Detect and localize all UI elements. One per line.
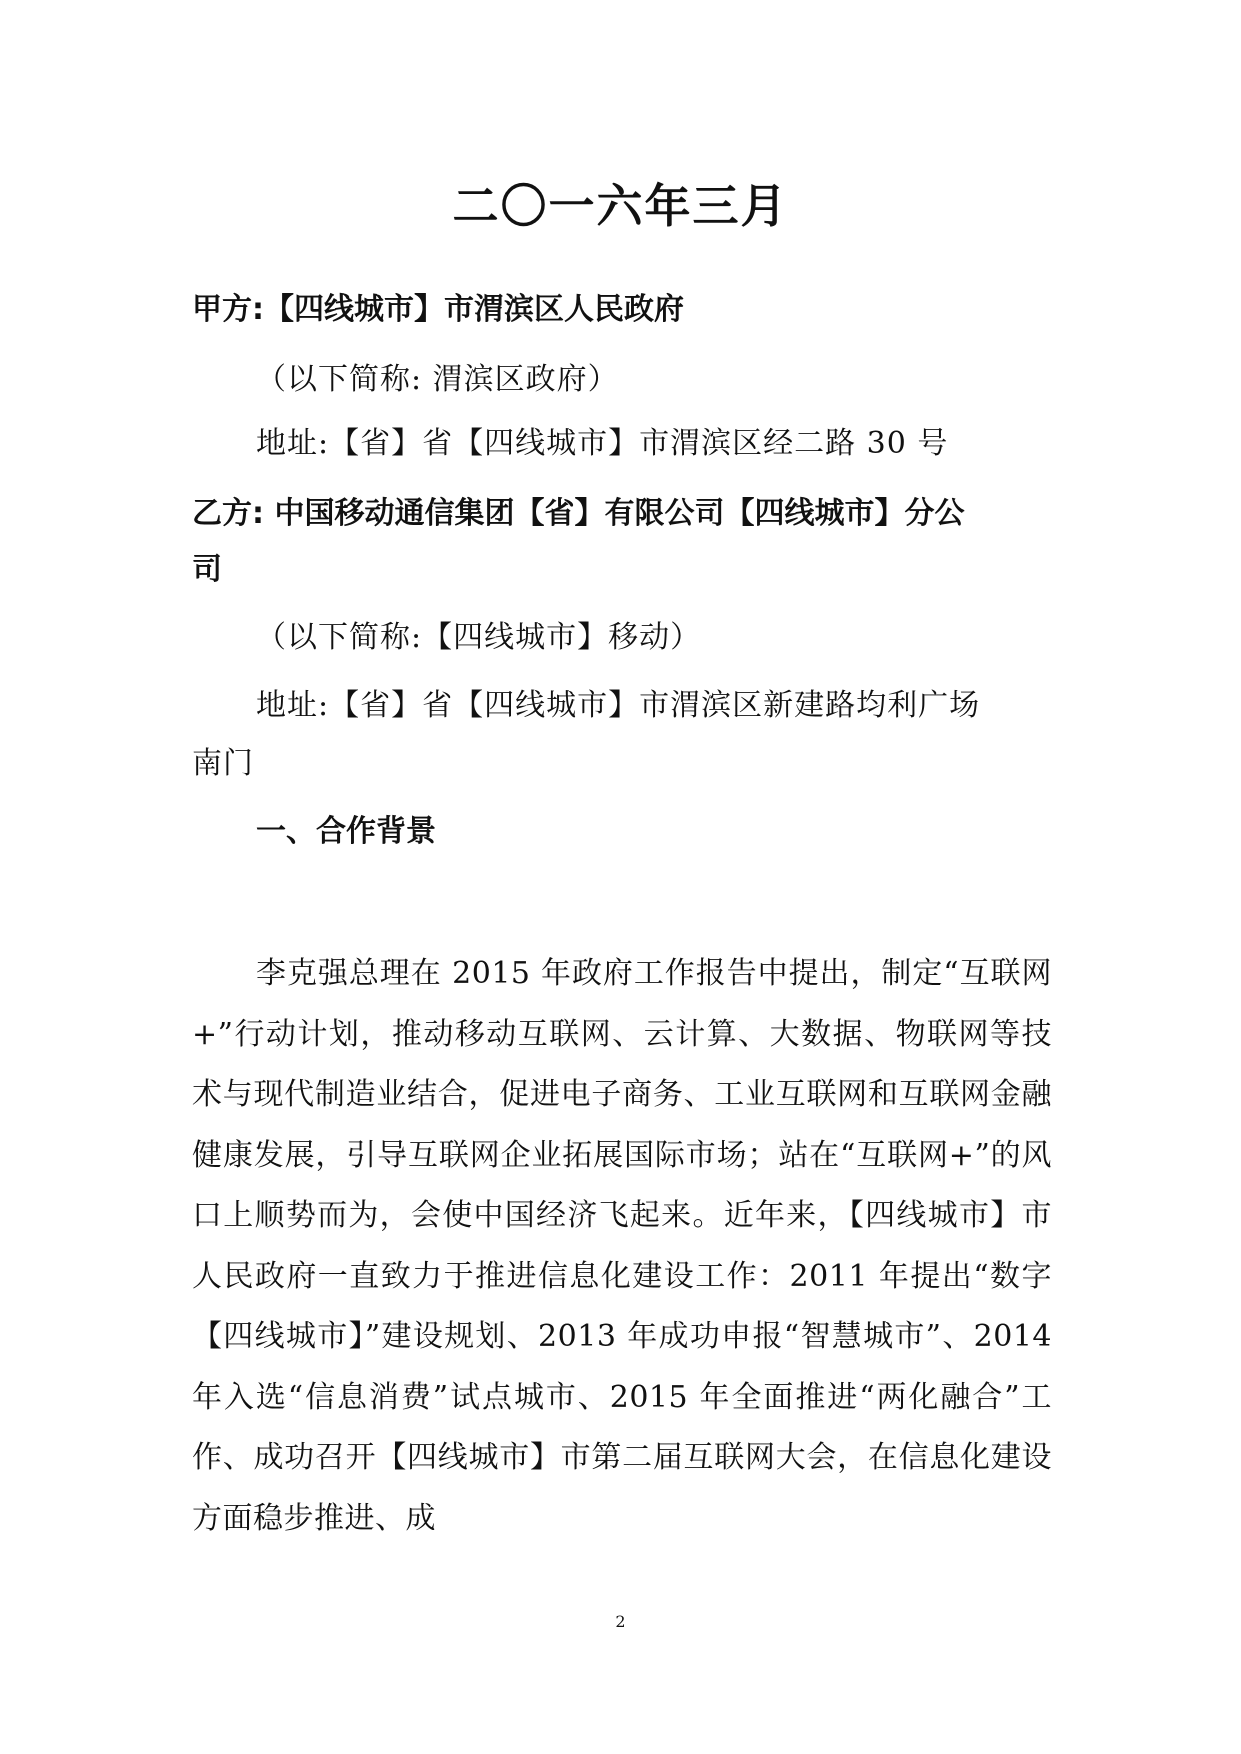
party-b-label: 乙方: 中国移动通信集团【省】有限公司【四线城市】分公 xyxy=(192,496,965,531)
party-a-short-name: （以下简称: 渭滨区政府） xyxy=(256,362,619,397)
section-heading: 一、合作背景 xyxy=(256,814,436,849)
document-date-title: 二〇一六年三月 xyxy=(452,179,789,233)
page-number: 2 xyxy=(615,1612,626,1631)
party-b-address: 地址:【省】省【四线城市】市渭滨区新建路均利广场 xyxy=(256,688,981,723)
section-paragraph: 李克强总理在 2015 年政府工作报告中提出，制定“互联网+”行动计划，推动移动互联网、云计算、大数据、物联网等技术与现代制造业结合，促进电子商务、工业互联网和互联网金融健康发展，引导互联网企业拓展国际市场；站在“互联网+”的风口上顺势而为，会使中国经济飞起来。近年来，【四线城市】市人民政府一直致力于推进信息化建设工作：2011 年提出“数字【四线城市】”建设规划、2013 年成功申报“智慧城市”、2014 年入选“信息消费”试点城市、2015 年全面推进“两化融合”工作、成功召开【四线城市】市第二届互联网大会，在信息化建设方面稳步推进、成 xyxy=(192,956,1052,1536)
party-a-label: 甲方:【四线城市】市渭滨区人民政府 xyxy=(192,292,684,327)
party-b-address-continued: 南门 xyxy=(192,746,254,781)
party-b-short-name: （以下简称:【四线城市】移动） xyxy=(256,620,702,655)
party-a-address: 地址:【省】省【四线城市】市渭滨区经二路 30 号 xyxy=(256,426,949,461)
party-b-label-continued: 司 xyxy=(192,552,222,587)
